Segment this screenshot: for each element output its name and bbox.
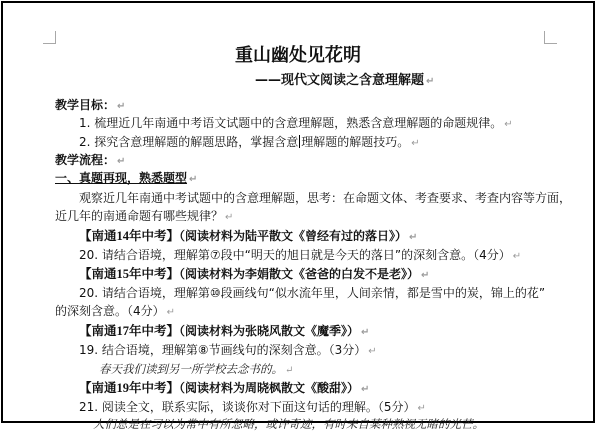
question-15-line-2-text: 的深刻含意。（4分）: [55, 304, 165, 318]
exam-19-heading: [79, 380, 369, 398]
paragraph-mark: ↵: [417, 403, 426, 414]
exam-15-label: 【南通15年中考】: [79, 267, 180, 281]
exam-14-heading: [79, 228, 417, 246]
question-14-text: 20. 请结合语境，理解第⑦段中“明天的旭日就是今天的落日”的深刻含意。（4分）: [79, 248, 511, 262]
process-heading-text: 教学流程：: [55, 153, 116, 167]
question-17-text: 19. 结合语境，理解第⑧节画线句的深刻含意。（3分）: [79, 343, 367, 357]
question-14: [79, 247, 521, 265]
exam-15-heading: [79, 266, 429, 284]
question-17: [79, 342, 377, 360]
question-15-line-1: [79, 285, 545, 301]
exam-17-label: 【南通17年中考】: [79, 324, 180, 338]
document-title: [235, 45, 361, 67]
question-19-text: 21. 阅读全文，联系实际，谈谈你对下面这句话的理解。（5分）: [79, 400, 416, 414]
document-subtitle: [255, 73, 434, 90]
exam-15-material: （阅读材料为李娟散文《爸爸的白发不是老》）: [179, 267, 420, 281]
exam-17-material: （阅读材料为张晓风散文《魔季》）: [179, 324, 360, 338]
document-page: [1, 1, 595, 431]
paragraph-mark: ↵: [166, 307, 176, 318]
paragraph-mark: ↵: [409, 232, 418, 243]
goal-1-text: 1. 梳理近几年南通中考语文试题中的含意理解题，熟悉含意理解题的命题规律。: [79, 116, 503, 130]
margin-corner-top-right: [544, 31, 557, 44]
intro-line-2: [55, 208, 233, 226]
goals-heading-text: 教学目标：: [55, 98, 116, 112]
paragraph-mark: ↵: [512, 251, 522, 262]
quote-19: [93, 416, 484, 432]
process-heading: [55, 152, 125, 170]
question-15-line-1-text: 20. 请结合语境，理解第⑩段画线句“似水流年里，人间亲情，都是雪中的炭，锦上的花”: [79, 286, 546, 300]
goal-2-text-after: 理解题的解题技巧。: [301, 135, 410, 149]
goals-heading: [55, 97, 125, 115]
intro-line-1: [79, 190, 571, 206]
exam-14-material: （阅读材料为陆平散文《曾经有过的落日》）: [179, 229, 408, 243]
paragraph-mark: ↵: [361, 384, 370, 395]
paragraph-mark: ↵: [285, 365, 294, 376]
paragraph-mark: ↵: [225, 212, 234, 223]
quote-19-text: 人们总是在习以为常中有所忽略，或许奇迹，有时来自某种熟视无睹的光芒。: [93, 417, 484, 431]
paragraph-mark: ↵: [426, 76, 435, 87]
margin-corner-top-left: [43, 31, 56, 44]
part-one-heading: [55, 170, 197, 188]
paragraph-mark: ↵: [504, 119, 513, 130]
goal-2-text-before: 2. 探究含意理解题的解题思路，掌握含意: [79, 135, 299, 149]
exam-19-label: 【南通19年中考】: [79, 381, 180, 395]
quote-17-text: 春天我们读到另一所学校去念书的。: [99, 362, 283, 376]
question-15-line-2: [55, 303, 175, 321]
paragraph-mark: ↵: [421, 270, 430, 281]
paragraph-mark: ↵: [117, 101, 126, 112]
paragraph-mark: ↵: [361, 327, 370, 338]
paragraph-mark: ↵: [117, 156, 126, 167]
title-text: 重山幽处见花明: [235, 45, 361, 66]
intro-line-1-text: 观察近几年南通中考试题中的含意理解题，思考：在命题文体、考查要求、考查内容等方面，: [79, 191, 572, 205]
goal-2: [79, 134, 420, 152]
question-19: [79, 399, 426, 417]
exam-19-material: （阅读材料为周晓枫散文《酸甜》）: [179, 381, 360, 395]
exam-14-label: 【南通14年中考】: [79, 229, 180, 243]
part-one-heading-text: 一、真题再现，熟悉题型: [55, 171, 188, 185]
subtitle-text: ——现代文阅读之含意理解题: [255, 73, 425, 88]
paragraph-mark: ↵: [368, 346, 377, 357]
quote-17: [99, 361, 293, 379]
paragraph-mark: ↵: [189, 174, 198, 185]
paragraph-mark: ↵: [411, 138, 420, 149]
intro-line-2-text: 近几年的南通命题有哪些规律？: [55, 209, 224, 223]
exam-17-heading: [79, 323, 369, 341]
goal-1: [79, 115, 513, 133]
